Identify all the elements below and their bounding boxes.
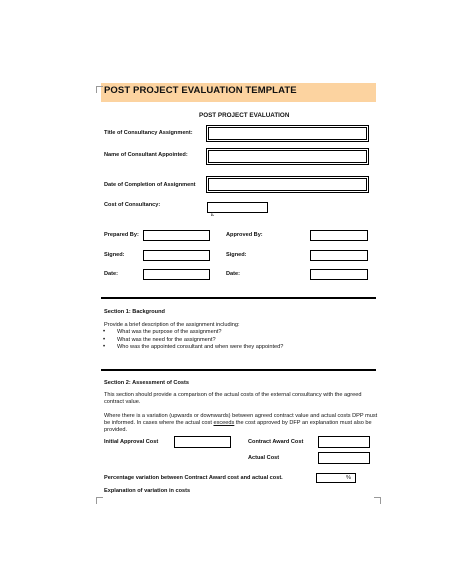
actual-cost-label: Actual Cost — [248, 455, 280, 461]
completion-date-field[interactable] — [206, 176, 369, 193]
list-item: • What was the purpose of the assignment? — [101, 329, 283, 337]
section-divider-1 — [101, 297, 376, 299]
explanation-label: Explanation of variation in costs — [104, 488, 191, 494]
completion-date-label: Date of Completion of Assignment — [104, 182, 196, 188]
percent-sign: % — [346, 475, 351, 481]
section-2-paragraph-2: Where there is a variation (upwards or downwards) between agreed contract value and actual costs DPP must be informed. In cases where the actual cost exceeds the cost approved by DFP an explanation must also be provided. — [104, 413, 378, 434]
signed-left-field[interactable] — [143, 250, 210, 261]
section-1-bullet-list — [101, 329, 283, 352]
page-title: POST PROJECT EVALUATION TEMPLATE — [104, 85, 297, 96]
list-item: • Who was the appointed consultant and when were they appointed? — [101, 344, 283, 352]
date-right-label: Date: — [226, 271, 240, 277]
variation-label: Percentage variation between Contract Award cost and actual cost. — [104, 475, 283, 481]
initial-approval-cost-label: Initial Approval Cost — [104, 439, 159, 445]
list-item: • What was the need for the assignment? — [101, 337, 283, 345]
signed-right-field[interactable] — [310, 250, 368, 261]
form-subtitle: POST PROJECT EVALUATION — [199, 112, 290, 119]
section-divider-2 — [101, 369, 376, 371]
prepared-by-label: Prepared By: — [104, 232, 139, 238]
prepared-by-field[interactable] — [143, 230, 210, 241]
date-left-field[interactable] — [143, 269, 210, 280]
contract-award-cost-field[interactable] — [318, 436, 370, 448]
title-of-assignment-label: Title of Consultancy Assignment: — [104, 130, 193, 136]
cost-of-consultancy-field[interactable] — [207, 202, 268, 218]
variation-percent-field[interactable] — [316, 473, 356, 483]
cost-of-consultancy-label: Cost of Consultancy: — [104, 202, 161, 208]
date-left-label: Date: — [104, 271, 118, 277]
consultant-name-label: Name of Consultant Appointed: — [104, 152, 188, 158]
actual-cost-field[interactable] — [318, 452, 370, 464]
approved-by-field[interactable] — [310, 230, 368, 241]
section-1-intro: Provide a brief description of the assignment including: — [104, 322, 240, 328]
signed-left-label: Signed: — [104, 252, 125, 258]
margin-mark-bottom-right — [374, 497, 381, 504]
currency-symbol: £ — [211, 212, 215, 218]
signed-right-label: Signed: — [226, 252, 247, 258]
contract-award-cost-label: Contract Award Cost — [248, 439, 304, 445]
exceeds-emphasis: exceeds — [213, 420, 235, 427]
section-2-heading: Section 2: Assessment of Costs — [104, 380, 189, 386]
approved-by-label: Approved By: — [226, 232, 263, 238]
section-2-paragraph-1: This section should provide a comparison of the actual costs of the external consultancy with the agreed contract value. — [104, 392, 362, 406]
margin-mark-bottom-left — [96, 497, 103, 504]
consultant-name-field[interactable] — [206, 148, 369, 165]
date-right-field[interactable] — [310, 269, 368, 280]
section-1-heading: Section 1: Background — [104, 309, 165, 315]
initial-approval-cost-field[interactable] — [174, 436, 231, 448]
margin-mark-top-left — [96, 86, 103, 93]
title-of-assignment-field[interactable] — [206, 125, 369, 142]
